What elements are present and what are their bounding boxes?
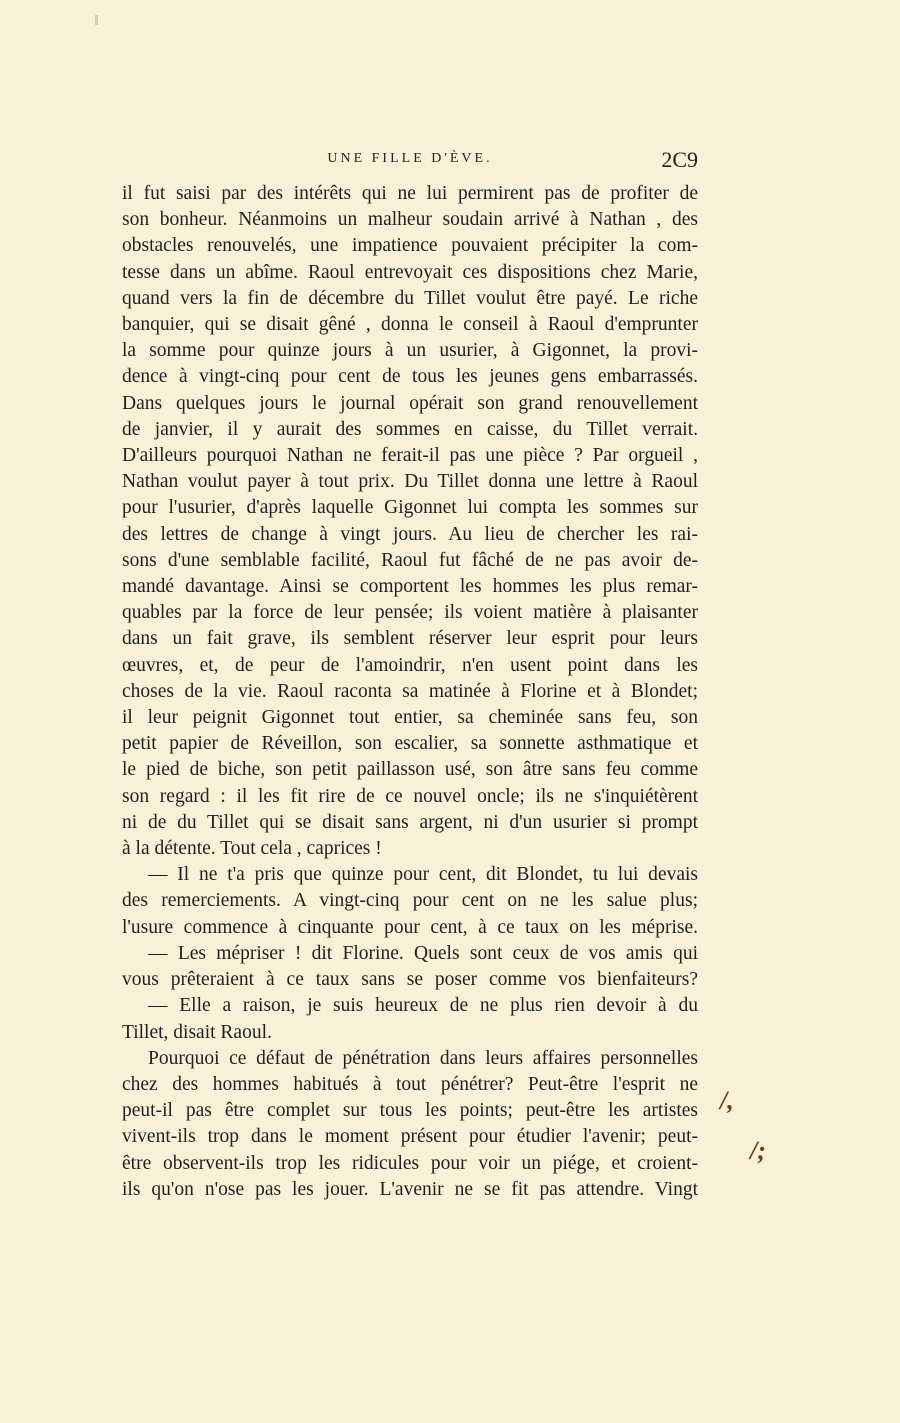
text-line: chez des hommes habitués à tout pénétrer? Peut-être l'esprit ne [122, 1073, 698, 1095]
text-line: des lettres de change à vingt jours. Au lieu de chercher les rai- [122, 523, 698, 545]
text-line: à la détente. Tout cela , caprices ! [122, 838, 382, 860]
text-line: pour l'usurier, d'après laquelle Gigonnet lui compta les sommes sur [122, 497, 698, 519]
text-line: Nathan voulut payer à tout prix. Du Tillet donna une lettre à Raoul [122, 471, 698, 493]
text-line: il fut saisi par des intérêts qui ne lui permirent pas de profiter de [122, 183, 698, 204]
page-header [122, 147, 698, 179]
body-text [122, 181, 698, 1203]
text-line: Pourquoi ce défaut de pénétration dans leurs affaires personnelles [148, 1047, 698, 1069]
text-line: œuvres, et, de peur de l'amoindrir, n'en usent point dans les [122, 654, 698, 676]
text-line: le pied de biche, son petit paillasson usé, son âtre sans feu comme [122, 759, 698, 781]
running-title: UNE FILLE D'ÈVE. [327, 151, 493, 166]
text-line: — Elle a raison, je suis heureux de ne plus rien devoir à du [148, 995, 698, 1017]
text-line: la somme pour quinze jours à un usurier, à Gigonnet, la provi- [122, 340, 698, 362]
text-line: il leur peignit Gigonnet tout entier, sa cheminée sans feu, son [122, 707, 698, 729]
margin-correction-mark: /, [720, 1086, 734, 1115]
text-line: des remerciements. A vingt-cinq pour cent on ne les salue plus; [122, 890, 698, 912]
text-line: vous prêteraient à ce taux sans se poser comme vos bienfaiteurs? [122, 969, 698, 991]
paper-tick-mark [95, 15, 98, 25]
text-line: vivent-ils trop dans le moment présent pour étudier l'avenir; peut- [122, 1126, 698, 1148]
text-line: choses de la vie. Raoul raconta sa matinée à Florine et à Blondet; [122, 680, 698, 702]
text-line: sons d'une semblable facilité, Raoul fut fâché de ne pas avoir de- [122, 549, 698, 571]
margin-correction-mark: /; [750, 1136, 766, 1165]
page-number: 2C9 [661, 147, 698, 172]
text-line: obstacles renouvelés, une impatience pouvaient précipiter la com- [122, 235, 698, 257]
text-line: quand vers la fin de décembre du Tillet voulut être payé. Le riche [122, 287, 698, 309]
text-line: petit papier de Réveillon, son escalier, sa sonnette asthmatique et [122, 733, 698, 755]
text-line: banquier, qui se disait gêné , donna le conseil à Raoul d'emprunter [122, 314, 698, 336]
text-line: — Il ne t'a pris que quinze pour cent, dit Blondet, tu lui devais [148, 864, 698, 886]
text-line: ni de du Tillet qui se disait sans argent, ni d'un usurier si prompt [122, 811, 698, 833]
text-line: ils qu'on n'ose pas les jouer. L'avenir ne se fit pas attendre. Vingt [122, 1178, 698, 1200]
text-line: mandé davantage. Ainsi se comportent les hommes les plus remar- [122, 576, 698, 598]
text-line: son regard : il les fit rire de ce nouvel oncle; ils ne s'inquiétèrent [122, 785, 698, 807]
text-line: son bonheur. Néanmoins un malheur soudain arrivé à Nathan , des [122, 209, 698, 231]
text-line: Tillet, disait Raoul. [122, 1021, 272, 1043]
text-line: — Les mépriser ! dit Florine. Quels sont ceux de vos amis qui [148, 942, 698, 964]
text-line: l'usure commence à cinquante pour cent, à ce taux on les méprise. [122, 916, 698, 938]
text-line: D'ailleurs pourquoi Nathan ne ferait-il pas une pièce ? Par orgueil , [122, 445, 698, 467]
text-line: Dans quelques jours le journal opérait son grand renouvellement [122, 392, 698, 414]
text-line: peut-il pas être complet sur tous les points; peut-être les artistes [122, 1100, 698, 1122]
text-line: dence à vingt-cinq pour cent de tous les jeunes gens embarrassés. [122, 366, 698, 388]
text-line: tesse dans un abîme. Raoul entrevoyait ces dispositions chez Marie, [122, 261, 698, 283]
text-line: être observent-ils trop les ridicules pour voir un piége, et croient- [122, 1152, 698, 1174]
text-line: quables par la force de leur pensée; ils voient matière à plaisanter [122, 602, 698, 624]
text-line: de janvier, il y aurait des sommes en caisse, du Tillet verrait. [122, 418, 698, 440]
text-line: dans un fait grave, ils semblent réserver leur esprit pour leurs [122, 628, 698, 650]
